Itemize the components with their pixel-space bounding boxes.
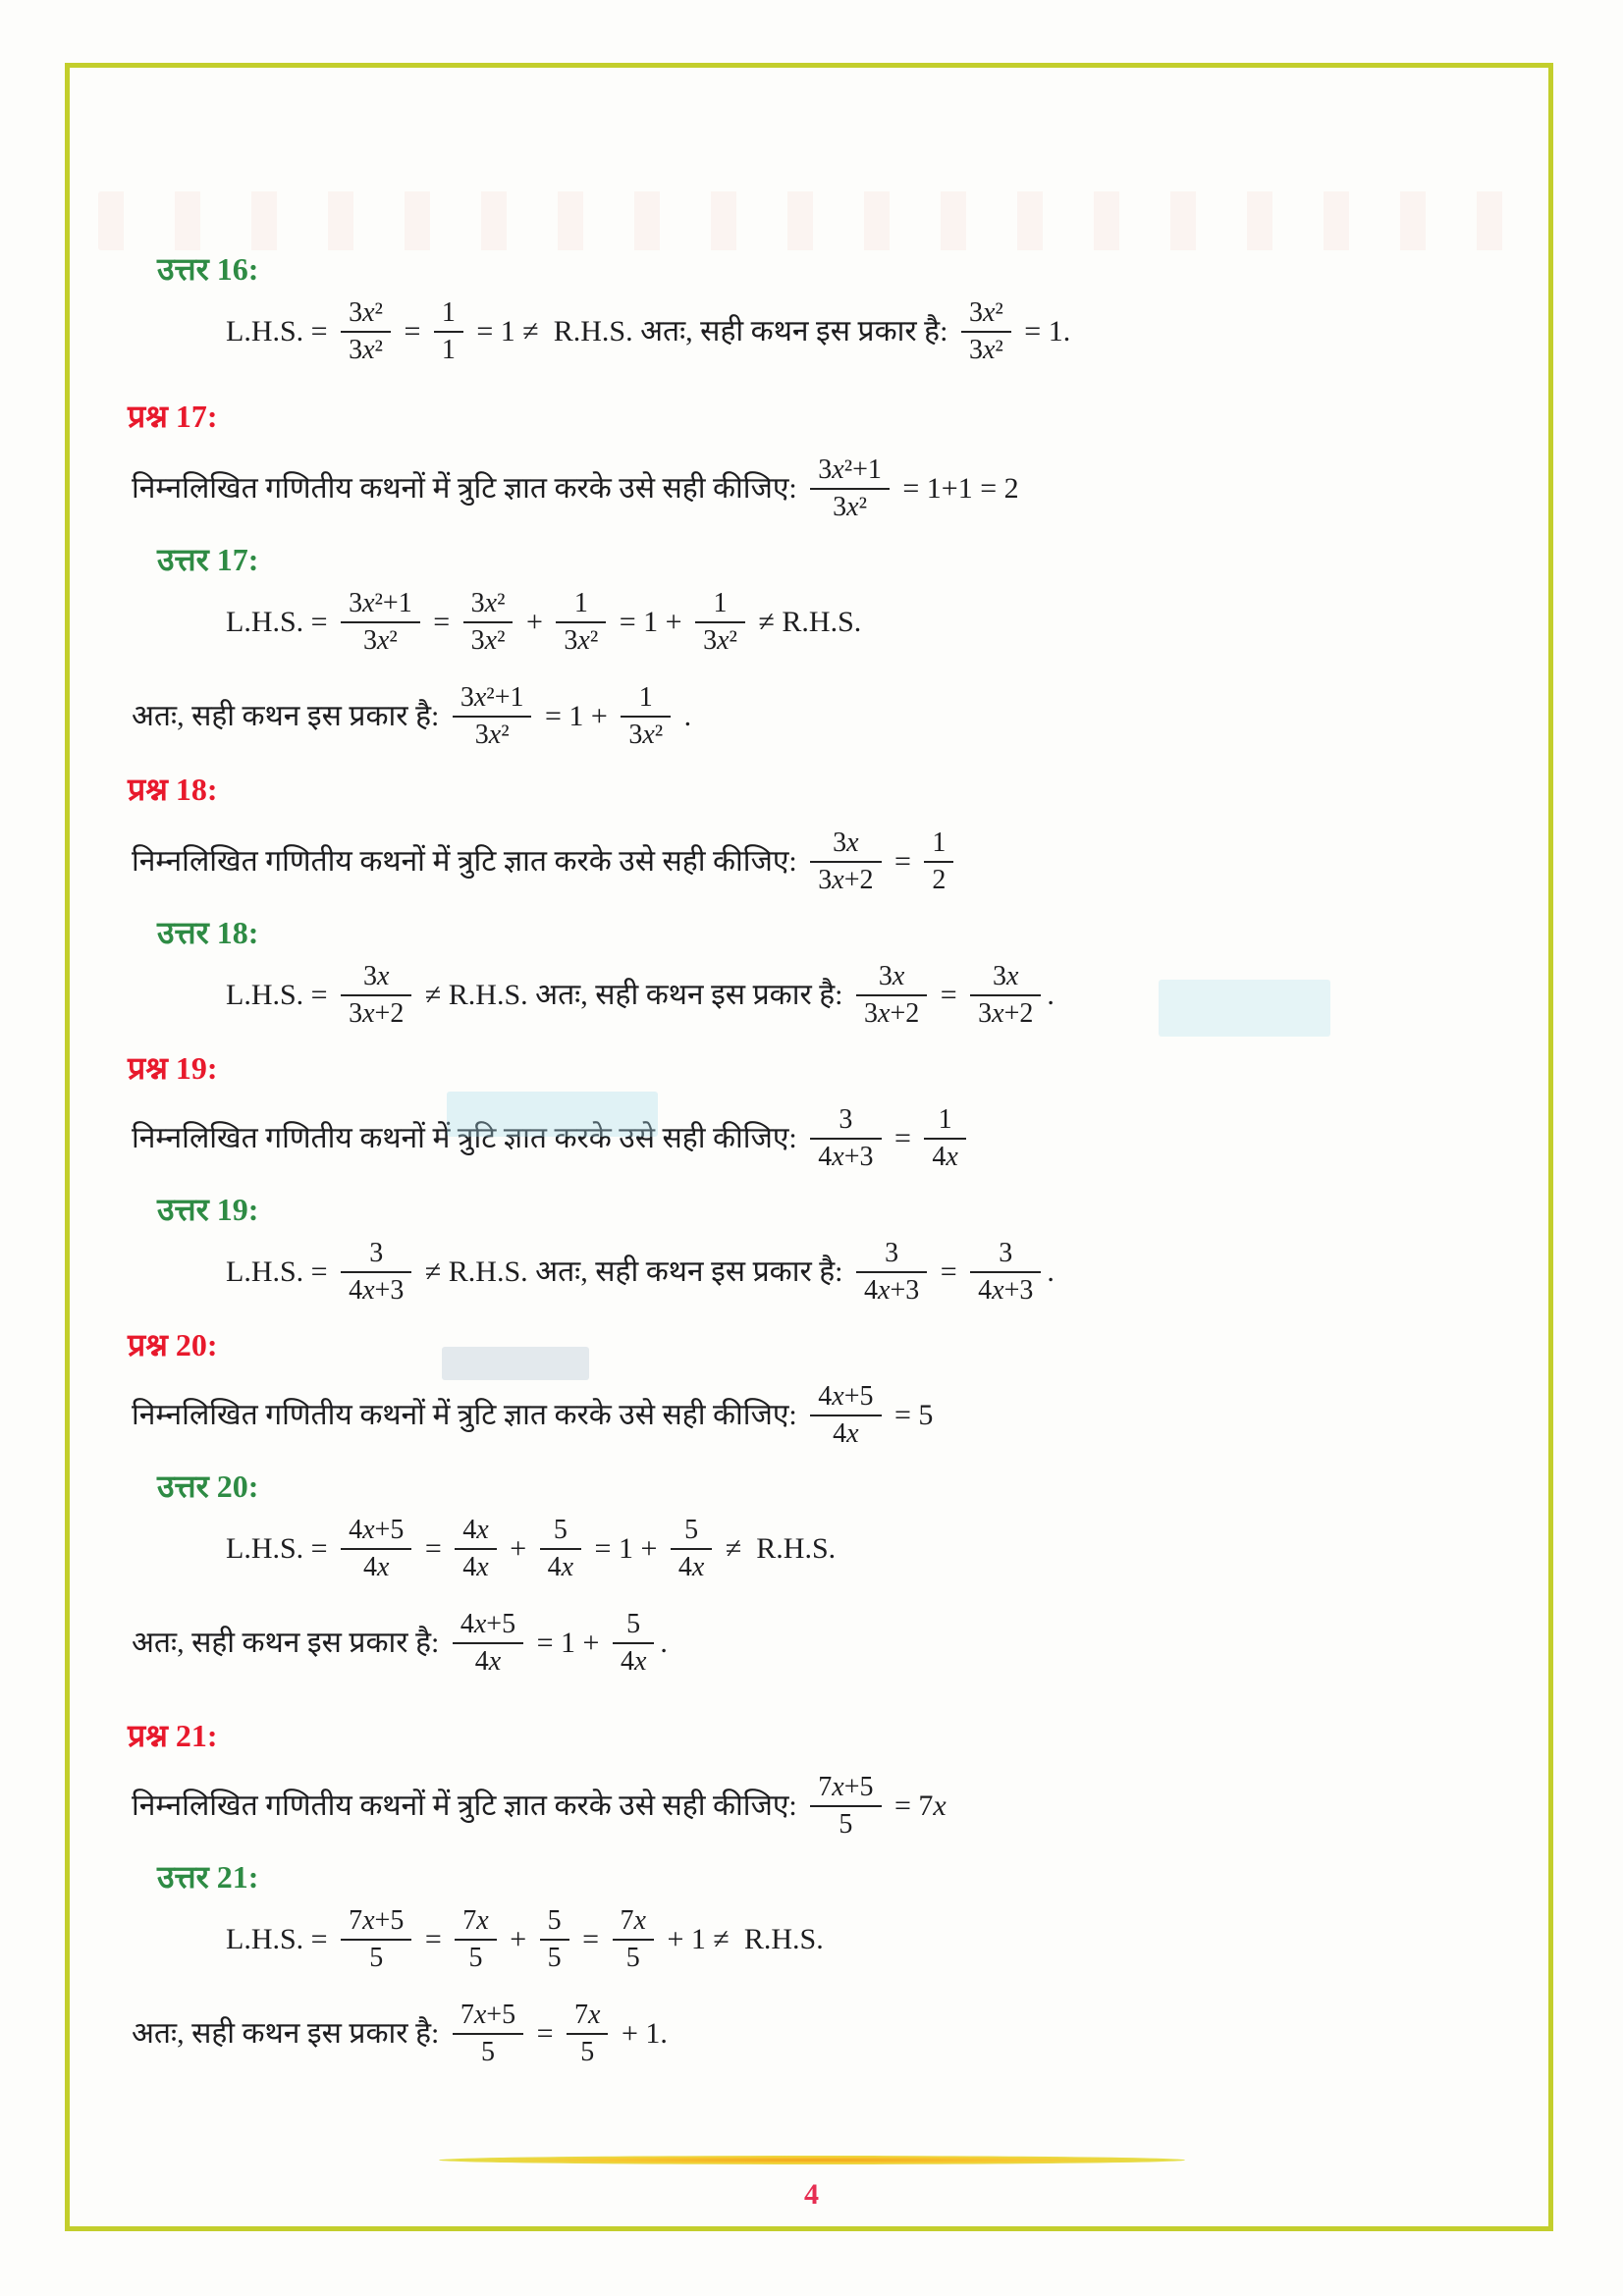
answer-heading: उत्तर 21:	[157, 1859, 259, 1895]
fraction	[434, 296, 463, 367]
text-run: = 1.	[1016, 315, 1071, 348]
text-run: =	[396, 315, 428, 348]
fraction-numerator: 1	[713, 587, 728, 618]
fraction	[453, 681, 532, 752]
equation-line	[128, 1896, 1505, 1983]
text-run: = 1 +	[612, 606, 690, 639]
text-run: निम्नलिखित गणितीय कथनों में त्रुटि ज्ञात करके उसे सही कीजिए:	[132, 845, 805, 879]
fraction	[695, 587, 745, 658]
fraction-numerator: 3x	[833, 827, 859, 858]
text-run: ≠ R.H.S. अतः, सही कथन इस प्रकार है:	[417, 1255, 850, 1289]
text-run: निम्नलिखित गणितीय कथनों में त्रुटि ज्ञात करके उसे सही कीजिए:	[132, 472, 805, 506]
fraction-denominator: 4x	[613, 1642, 654, 1679]
text-run: =	[574, 1923, 607, 1956]
fraction-numerator: 3	[885, 1237, 899, 1268]
fraction-denominator: 5	[567, 2033, 608, 2069]
fraction-numerator: 3	[369, 1237, 384, 1268]
fraction	[961, 296, 1011, 367]
fraction-denominator: 4x	[540, 1548, 581, 1584]
text-run: .	[1047, 1255, 1055, 1289]
answer-heading: उत्तर 17:	[157, 542, 259, 577]
text-run: +	[502, 1532, 534, 1566]
fraction-numerator: 5	[684, 1514, 699, 1545]
equation-line	[128, 673, 1505, 760]
page-number: 4	[804, 2178, 819, 2211]
fraction-denominator: 3x²	[453, 716, 532, 752]
fraction	[970, 960, 1041, 1031]
text-run: = 5	[887, 1399, 934, 1432]
fraction	[810, 827, 881, 897]
answer-heading: उत्तर 19:	[157, 1192, 259, 1227]
fraction-denominator: 4x	[671, 1548, 712, 1584]
text-run: अतः, सही कथन इस प्रकार है:	[132, 700, 447, 733]
fraction-denominator: 5	[613, 1939, 654, 1975]
fraction	[453, 1999, 523, 2069]
fraction-numerator: 3x²	[349, 296, 383, 328]
text-run: = 7x	[887, 1789, 947, 1823]
question-heading: प्रश्न 20:	[128, 1327, 218, 1362]
fraction-denominator: 5	[341, 1939, 411, 1975]
question-heading: प्रश्न 19:	[128, 1050, 218, 1086]
fraction-numerator: 3x	[993, 960, 1019, 991]
fraction	[341, 960, 411, 1031]
fraction	[671, 1514, 712, 1584]
text-run: =	[933, 979, 965, 1012]
fraction	[810, 1380, 881, 1451]
fraction	[341, 1237, 411, 1308]
fraction-denominator: 3x+2	[341, 994, 411, 1031]
fraction-numerator: 3x	[878, 960, 905, 991]
fraction	[810, 1103, 881, 1174]
question-line	[128, 1763, 1505, 1849]
fraction-numerator: 4x	[462, 1514, 489, 1545]
fraction-numerator: 5	[553, 1514, 568, 1545]
text-run: .	[660, 1627, 668, 1660]
fraction-denominator: 3x²	[695, 621, 745, 658]
fraction-numerator: 3x²	[470, 587, 506, 618]
fraction-numerator: 3x²+1	[460, 681, 524, 713]
question-heading: प्रश्न 18:	[128, 772, 218, 807]
text-run: ≠ R.H.S.	[750, 606, 862, 639]
fraction-numerator: 7x	[620, 1904, 646, 1936]
footer-swoosh-divider	[439, 2156, 1185, 2164]
equation-line	[128, 1506, 1505, 1592]
fraction	[613, 1904, 654, 1975]
fraction-numerator: 3x²+1	[818, 454, 882, 485]
text-run: =	[417, 1923, 450, 1956]
text-run: L.H.S. =	[226, 1255, 336, 1289]
fraction-denominator: 3x²	[810, 488, 890, 524]
fraction-denominator: 3x+2	[970, 994, 1041, 1031]
fraction	[856, 960, 927, 1031]
text-run: L.H.S. =	[226, 979, 336, 1012]
fraction-denominator: 4x+3	[341, 1271, 411, 1308]
fraction	[540, 1904, 569, 1975]
text-run: + 1 ≠ R.H.S.	[659, 1923, 824, 1956]
fraction	[970, 1237, 1041, 1308]
question-line	[128, 446, 1505, 532]
question-heading: प्रश्न 21:	[128, 1718, 218, 1753]
fraction-denominator: 4x+3	[970, 1271, 1041, 1308]
fraction-numerator: 4x+5	[349, 1514, 405, 1545]
question-line	[128, 1095, 1505, 1182]
fraction-denominator: 3x²	[621, 716, 671, 752]
fraction	[810, 1771, 881, 1842]
fraction-denominator: 5	[453, 2033, 523, 2069]
fraction	[341, 587, 420, 658]
text-run: = 1 +	[587, 1532, 665, 1566]
text-run: = 1 +	[529, 1627, 607, 1660]
equation-line	[128, 1600, 1505, 1686]
text-run: =	[887, 1122, 919, 1155]
text-run: = 1 +	[537, 700, 616, 733]
document-content	[128, 68, 1505, 2077]
fraction	[341, 1904, 411, 1975]
fraction-denominator: 3x²	[341, 331, 391, 367]
fraction	[621, 681, 671, 752]
fraction-numerator: 4x+5	[460, 1608, 516, 1639]
fraction-numerator: 1	[938, 1103, 952, 1135]
text-run: .	[676, 700, 692, 733]
text-run: निम्नलिखित गणितीय कथनों में त्रुटि ज्ञात करके उसे सही कीजिए:	[132, 1399, 805, 1432]
fraction-denominator: 1	[434, 331, 463, 367]
text-run: ≠ R.H.S. अतः, सही कथन इस प्रकार है:	[417, 979, 850, 1012]
fraction-numerator: 7x	[462, 1904, 489, 1936]
equation-line	[128, 1991, 1505, 2077]
fraction-numerator: 1	[573, 587, 588, 618]
fraction-numerator: 7x+5	[349, 1904, 405, 1936]
text-run: L.H.S. =	[226, 1532, 336, 1566]
fraction-numerator: 7x	[574, 1999, 601, 2030]
fraction-numerator: 5	[626, 1608, 641, 1639]
fraction	[810, 454, 890, 524]
text-run: =	[933, 1255, 965, 1289]
fraction	[924, 827, 953, 897]
fraction-numerator: 1	[638, 681, 653, 713]
fraction-denominator: 4x	[455, 1548, 496, 1584]
fraction-denominator: 4x+3	[856, 1271, 927, 1308]
fraction	[556, 587, 606, 658]
page-footer	[0, 2156, 1623, 2212]
fraction-numerator: 7x+5	[460, 1999, 516, 2030]
fraction	[924, 1103, 965, 1174]
text-run: अतः, सही कथन इस प्रकार है:	[132, 1627, 447, 1660]
fraction-denominator: 4x	[810, 1415, 881, 1451]
fraction	[613, 1608, 654, 1679]
text-run: .	[1047, 979, 1055, 1012]
fraction-numerator: 4x+5	[818, 1380, 874, 1412]
answer-heading: उत्तर 18:	[157, 915, 259, 950]
fraction	[455, 1904, 496, 1975]
equation-line	[128, 579, 1505, 666]
text-run: L.H.S. =	[226, 315, 336, 348]
fraction-denominator: 3x+2	[810, 861, 881, 897]
fraction-denominator: 5	[810, 1805, 881, 1842]
question-line	[128, 819, 1505, 905]
fraction	[341, 296, 391, 367]
fraction	[463, 587, 514, 658]
equation-line	[128, 952, 1505, 1039]
text-run: =	[425, 606, 458, 639]
question-heading: प्रश्न 17:	[128, 399, 218, 434]
fraction-denominator: 2	[924, 861, 953, 897]
answer-heading: उत्तर 16:	[157, 251, 259, 287]
equation-line	[128, 289, 1505, 375]
fraction-numerator: 3x²+1	[349, 587, 412, 618]
fraction	[341, 1514, 411, 1584]
text-run: +	[518, 606, 551, 639]
text-run: + 1.	[614, 2017, 668, 2051]
answer-heading: उत्तर 20:	[157, 1468, 259, 1504]
text-run: अतः, सही कथन इस प्रकार है:	[132, 2017, 447, 2051]
fraction-numerator: 3x	[362, 960, 390, 991]
fraction-denominator: 5	[540, 1939, 569, 1975]
fraction-numerator: 1	[932, 827, 947, 858]
equation-line	[128, 1229, 1505, 1315]
fraction-denominator: 4x+3	[810, 1138, 881, 1174]
text-run: L.H.S. =	[226, 1923, 336, 1956]
fraction-numerator: 3	[999, 1237, 1013, 1268]
fraction	[540, 1514, 581, 1584]
fraction-denominator: 4x	[341, 1548, 411, 1584]
fraction-denominator: 3x²	[463, 621, 514, 658]
fraction	[453, 1608, 523, 1679]
fraction-numerator: 3	[839, 1103, 853, 1135]
text-run: = 1 ≠ R.H.S. अतः, सही कथन इस प्रकार है:	[468, 315, 955, 348]
fraction	[856, 1237, 927, 1308]
question-line	[128, 1372, 1505, 1459]
fraction-denominator: 4x	[453, 1642, 523, 1679]
text-run: =	[887, 845, 919, 879]
fraction-numerator: 5	[547, 1904, 562, 1936]
text-run: निम्नलिखित गणितीय कथनों में त्रुटि ज्ञात करके उसे सही कीजिए:	[132, 1122, 805, 1155]
fraction-denominator: 3x+2	[856, 994, 927, 1031]
text-run: L.H.S. =	[226, 606, 336, 639]
text-run: = 1+1 = 2	[894, 472, 1019, 506]
fraction-denominator: 3x²	[341, 621, 420, 658]
fraction	[455, 1514, 496, 1584]
fraction	[567, 1999, 608, 2069]
fraction-numerator: 1	[441, 296, 456, 328]
text-run: =	[417, 1532, 450, 1566]
fraction-numerator: 7x+5	[818, 1771, 874, 1802]
text-run: =	[529, 2017, 562, 2051]
fraction-denominator: 3x²	[961, 331, 1011, 367]
text-run: ≠ R.H.S.	[718, 1532, 837, 1566]
text-run: +	[502, 1923, 534, 1956]
fraction-numerator: 3x²	[968, 296, 1003, 328]
text-run: निम्नलिखित गणितीय कथनों में त्रुटि ज्ञात करके उसे सही कीजिए:	[132, 1789, 805, 1823]
fraction-denominator: 5	[455, 1939, 496, 1975]
fraction-denominator: 3x²	[556, 621, 606, 658]
fraction-denominator: 4x	[924, 1138, 965, 1174]
